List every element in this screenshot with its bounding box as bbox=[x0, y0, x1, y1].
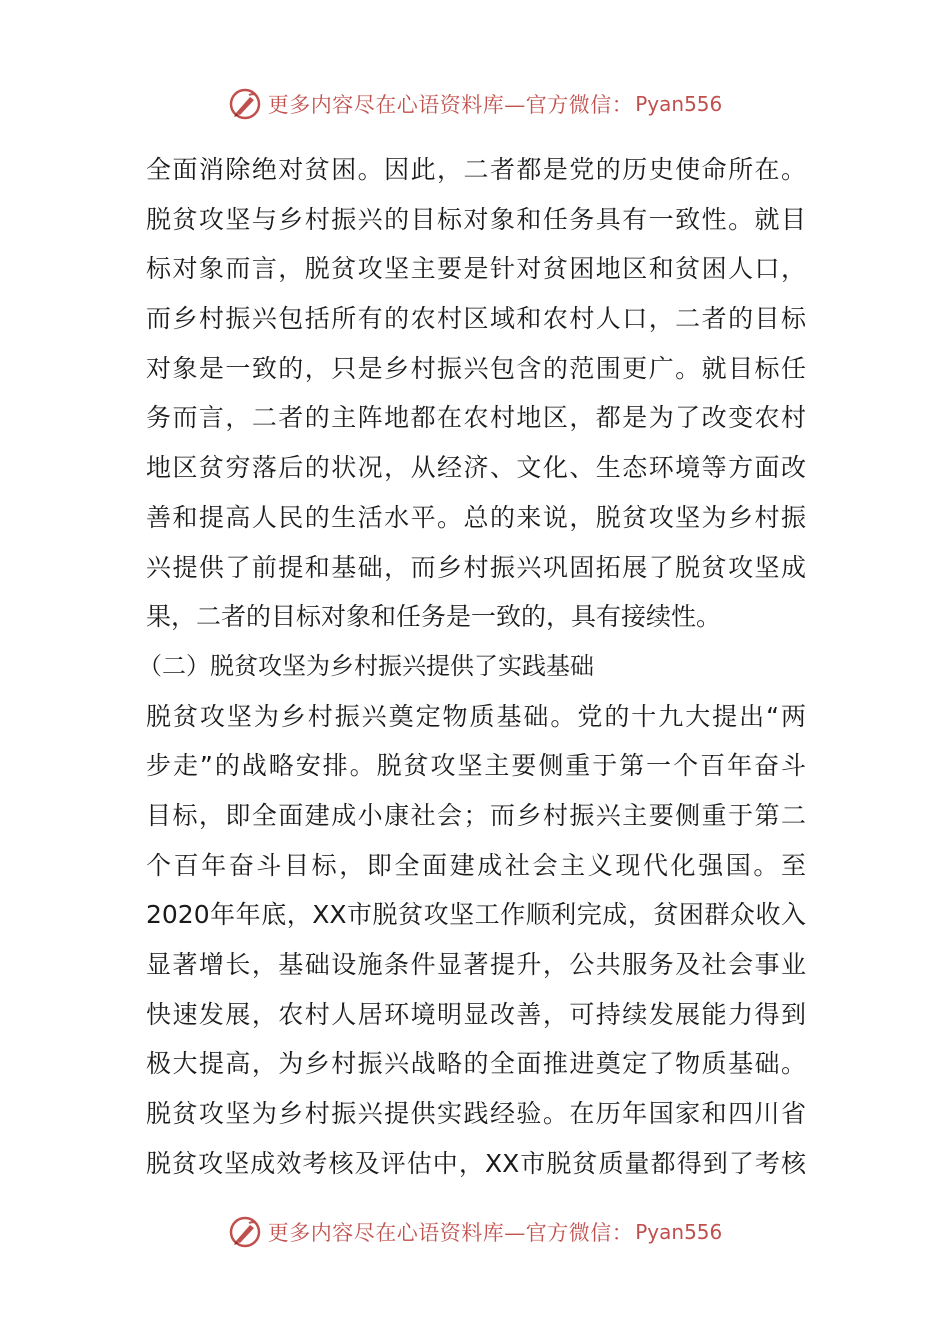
text-line: 对象是一致的，只是乡村振兴包含的范围更广。就目标任 bbox=[146, 353, 806, 383]
section-heading: （二）脱贫攻坚为乡村振兴提供了实践基础 bbox=[138, 651, 594, 680]
text-line: 个百年奋斗目标，即全面建成社会主义现代化强国。至 bbox=[146, 850, 806, 880]
pen-logo-icon bbox=[228, 1215, 262, 1249]
text-line: 脱贫攻坚为乡村振兴奠定物质基础。党的十九大提出“两 bbox=[146, 701, 806, 731]
text-line: 显著增长，基础设施条件显著提升，公共服务及社会事业 bbox=[146, 950, 806, 979]
text-line: 目标，即全面建成小康社会；而乡村振兴主要侧重于第二 bbox=[146, 800, 806, 830]
text-line: 脱贫攻坚为乡村振兴提供实践经验。在历年国家和四川省 bbox=[146, 1099, 806, 1129]
text-line: 标对象而言，脱贫攻坚主要是针对贫困地区和贫困人口， bbox=[146, 254, 806, 284]
watermark-text: 更多内容尽在心语资料库—官方微信： bbox=[267, 1221, 634, 1245]
wechat-id: Pyan556 bbox=[635, 92, 723, 116]
text-line: 而乡村振兴包括所有的农村区域和农村人口，二者的目标 bbox=[146, 304, 806, 334]
text-line: 2020年年底，XX市脱贫攻坚工作顺利完成，贫困群众收入 bbox=[146, 900, 806, 930]
document-body bbox=[138, 145, 806, 1188]
pen-logo-icon bbox=[228, 87, 262, 121]
watermark-text: 更多内容尽在心语资料库—官方微信： bbox=[267, 93, 634, 117]
footer-watermark bbox=[0, 1212, 950, 1252]
text-line: 全面消除绝对贫困。因此，二者都是党的历史使命所在。 bbox=[146, 155, 806, 184]
text-line: 果，二者的目标对象和任务是一致的，具有接续性。 bbox=[146, 602, 722, 632]
wechat-id: Pyan556 bbox=[635, 1220, 723, 1244]
text-line: 步走”的战略安排。脱贫攻坚主要侧重于第一个百年奋斗 bbox=[146, 751, 806, 781]
header-watermark bbox=[0, 84, 950, 124]
text-line: 快速发展，农村人居环境明显改善，可持续发展能力得到 bbox=[146, 999, 806, 1029]
text-line: 兴提供了前提和基础，而乡村振兴巩固拓展了脱贫攻坚成 bbox=[146, 552, 806, 582]
text-line: 脱贫攻坚与乡村振兴的目标对象和任务具有一致性。就目 bbox=[146, 204, 806, 234]
text-line: 务而言，二者的主阵地都在农村地区，都是为了改变农村 bbox=[146, 403, 806, 433]
text-line: 脱贫攻坚成效考核及评估中，XX市脱贫质量都得到了考核 bbox=[146, 1148, 806, 1178]
text-line: 地区贫穷落后的状况，从经济、文化、生态环境等方面改 bbox=[146, 453, 806, 483]
text-line: 极大提高，为乡村振兴战略的全面推进奠定了物质基础。 bbox=[146, 1049, 806, 1079]
text-line: 善和提高人民的生活水平。总的来说，脱贫攻坚为乡村振 bbox=[146, 502, 806, 532]
